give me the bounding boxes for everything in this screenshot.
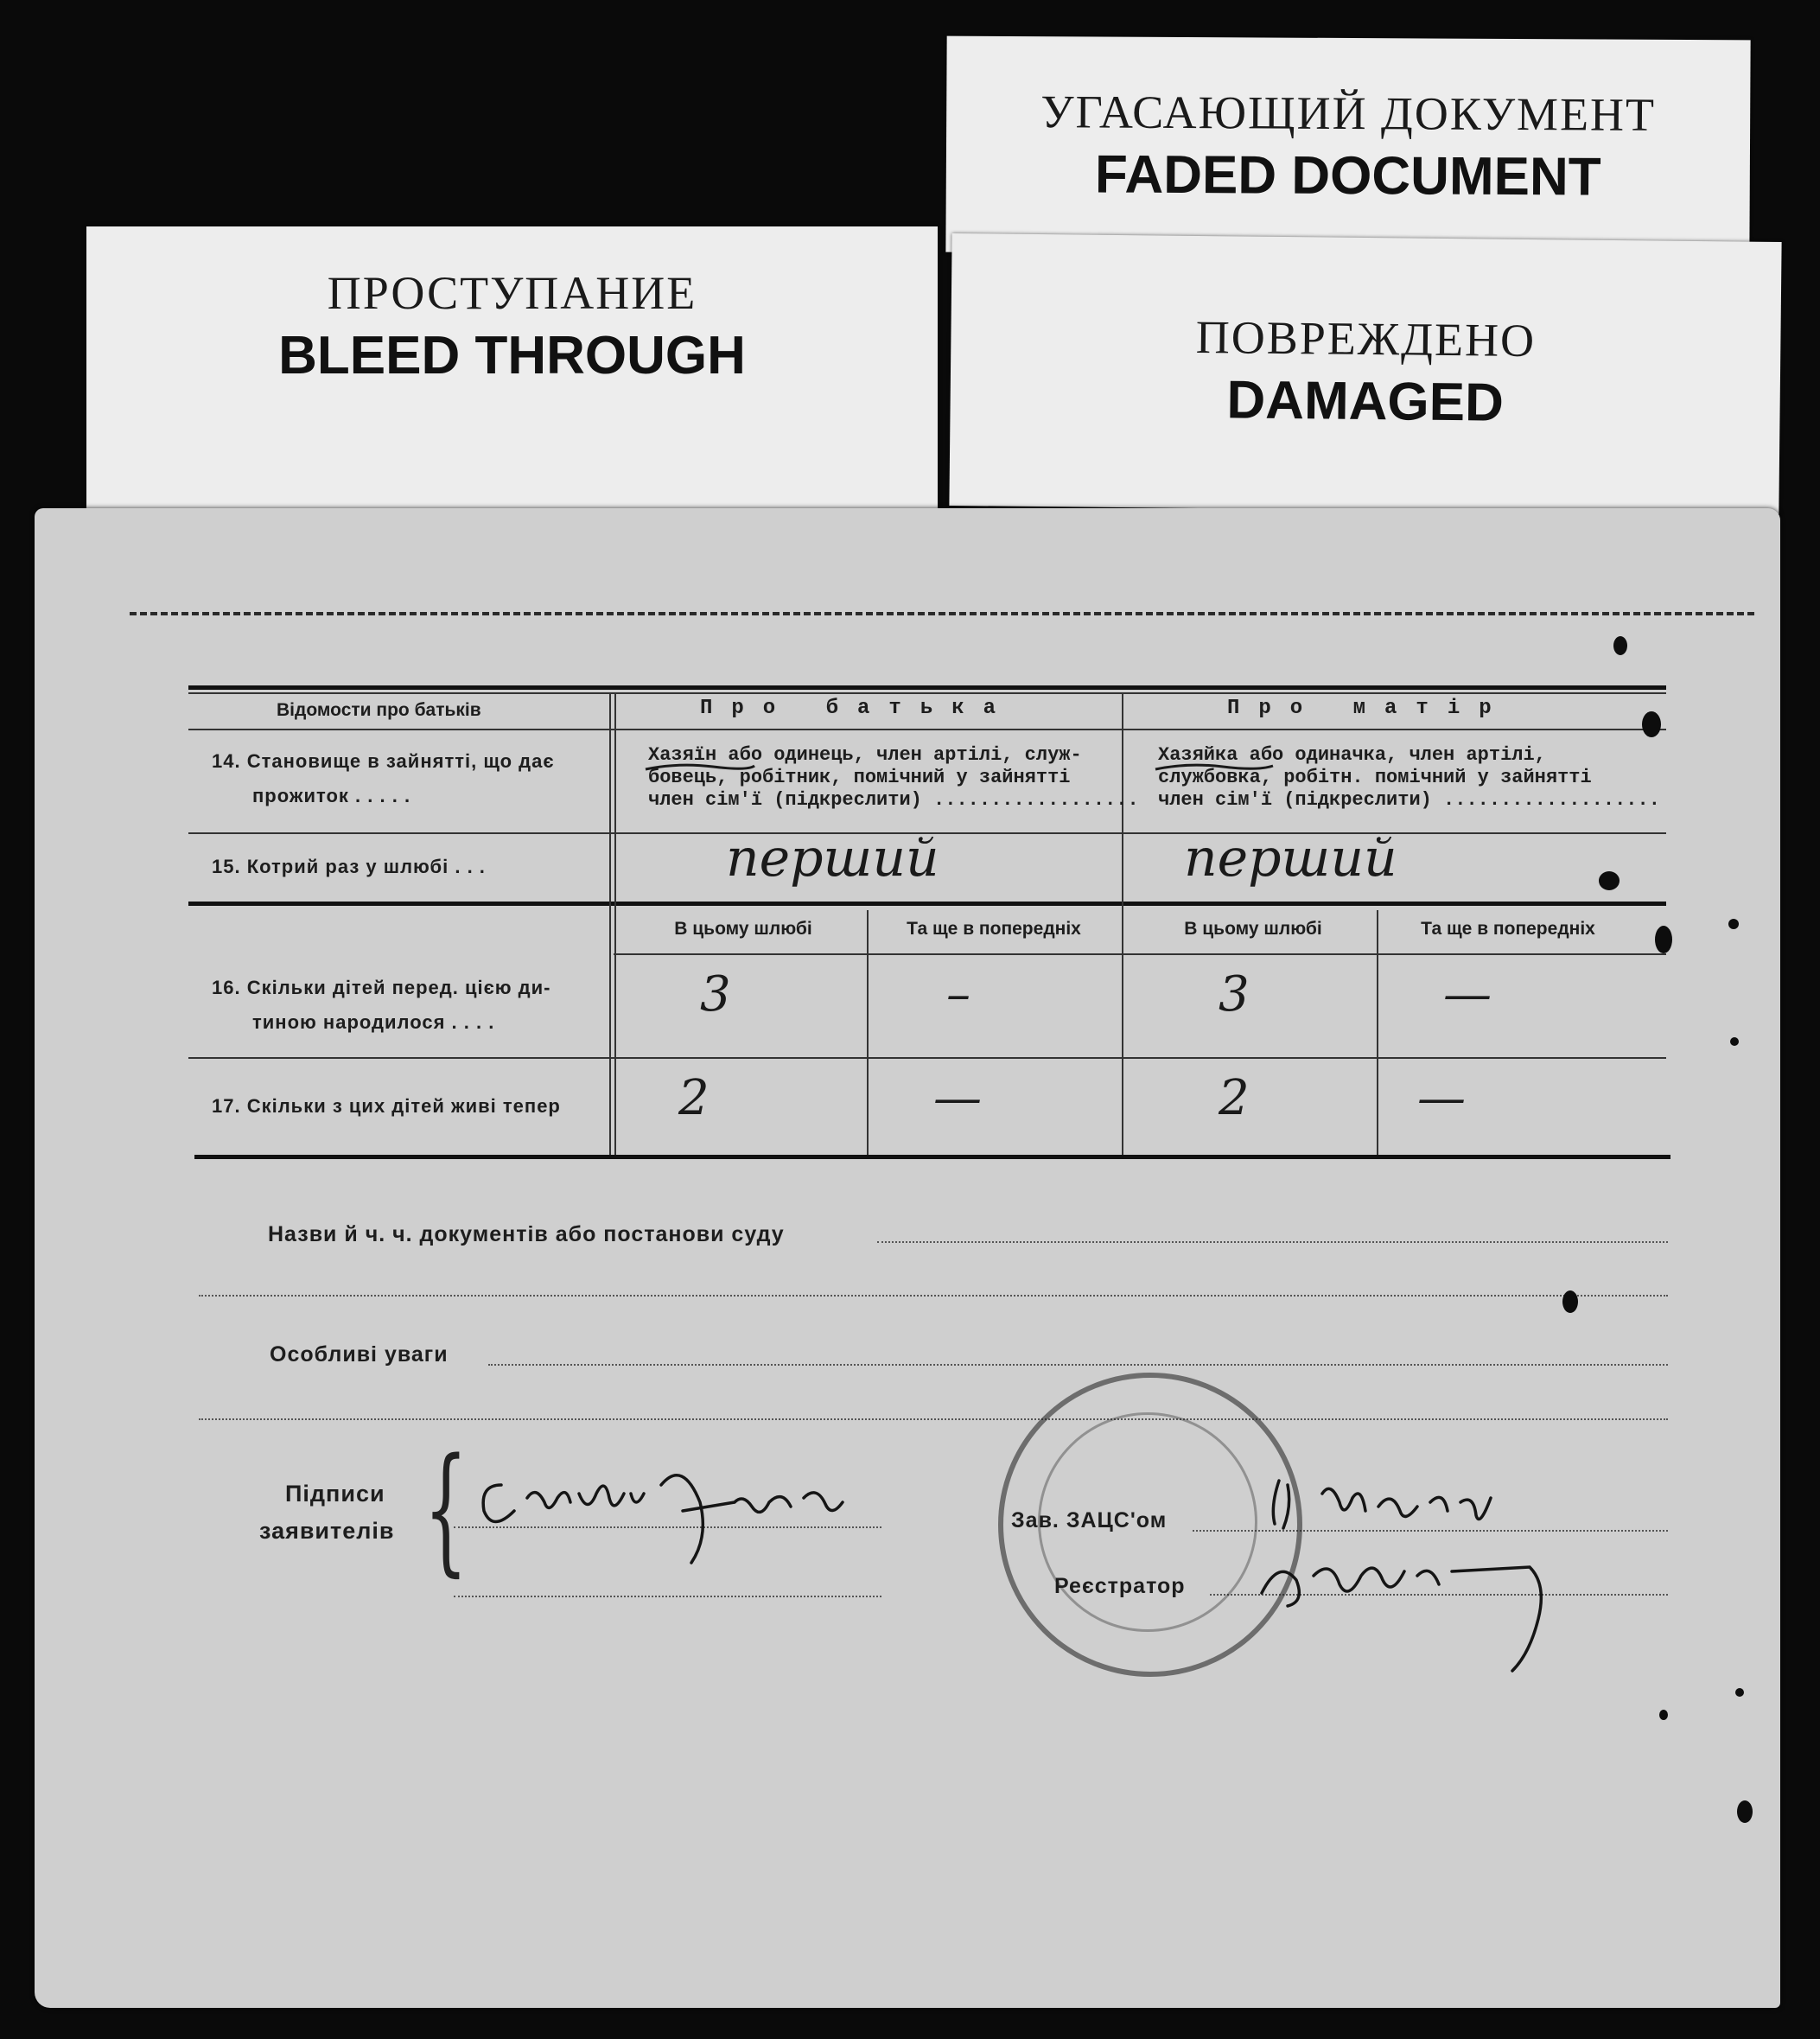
table-bottom-rule (194, 1155, 1670, 1159)
mother-underline-mark (1154, 759, 1275, 776)
row14-mother-line3: член сім'ї (підкреслити) ................... (1158, 789, 1660, 811)
signature-dotline-2 (454, 1596, 881, 1597)
damage-hole (1642, 711, 1661, 737)
damage-hole (1737, 1800, 1753, 1823)
official-stamp-inner-ring (1038, 1412, 1257, 1632)
column-divider-parents (1122, 692, 1123, 1155)
row16-father-prev: – (946, 966, 970, 1023)
damage-hole (1599, 871, 1620, 890)
perforation-line (130, 612, 1754, 615)
row17-mother-prev: — (1417, 1070, 1466, 1126)
damage-hole (1735, 1688, 1744, 1697)
header-bottom-rule (188, 729, 1666, 730)
row14-father-line3: член сім'ї (підкреслити) .................. (648, 789, 1139, 811)
row16-label-line1: 16. Скільки дітей перед. цією ди- (212, 977, 551, 998)
column-divider-father-sub (867, 910, 869, 1155)
remarks-label: Особливі уваги (270, 1342, 449, 1367)
row14-label-line2: прожиток . . . . . (252, 785, 411, 806)
row17-label: 17. Скільки з цих дітей живі тепер (212, 1095, 561, 1117)
documents-label: Назви й ч. ч. документів або постанови суду (268, 1222, 785, 1246)
documents-dotline-1 (877, 1241, 1668, 1243)
applicant-signature (475, 1450, 890, 1589)
column-divider-mother-sub (1377, 910, 1378, 1155)
row15-father-handwritten: перший (726, 828, 939, 889)
row15-label: 15. Котрий раз у шлюбі . . . (212, 856, 486, 877)
row17-mother-this: 2 (1219, 1070, 1250, 1126)
documents-dotline-2 (199, 1295, 1668, 1297)
subheader-mother-previous: Та ще в попередніх (1421, 919, 1595, 939)
row14-mother-line2: службовка, робітн. помічний у зайнятті (1158, 767, 1592, 788)
subheader-bottom-rule (614, 953, 1666, 955)
bleed-through-label-en: BLEED THROUGH (278, 326, 746, 385)
row14-father-line1: Хазяїн або одинець, член артілі, служ- (648, 744, 1082, 766)
father-underline-mark (644, 759, 756, 776)
row16-label-line2: тиною народилося . . . . (252, 1011, 495, 1033)
row17-father-this: 2 (678, 1070, 710, 1126)
signatures-label-line2: заявителів (259, 1518, 395, 1544)
row15-mother-handwritten: перший (1184, 828, 1397, 889)
subheader-father-previous: Та ще в попередніх (907, 919, 1081, 939)
faded-document-label-ru: УГАСАЮЩИЙ ДОКУМЕНТ (1040, 86, 1657, 141)
header-mother: Про матір (1227, 697, 1511, 720)
bleed-through-label-card (86, 226, 938, 520)
row14-father-line2: бовець, робітник, помічний у зайнятті (648, 767, 1071, 788)
damage-hole (1655, 926, 1672, 953)
table-top-rule-inner (188, 692, 1666, 694)
faded-document-label-en: FADED DOCUMENT (1094, 144, 1601, 207)
damage-hole (1730, 1037, 1739, 1046)
damaged-label-en: DAMAGED (1226, 370, 1505, 433)
row15-bottom-rule (188, 902, 1666, 906)
damaged-label-ru: ПОВРЕЖДЕНО (1195, 310, 1537, 367)
table-top-rule (188, 685, 1666, 690)
row16-bottom-rule (188, 1057, 1666, 1059)
row17-father-prev: — (933, 1070, 982, 1126)
head-of-registry-label: Зав. ЗАЦС'ом (1011, 1508, 1168, 1532)
row16-mother-this: 3 (1219, 966, 1250, 1023)
remarks-dotline-2 (199, 1418, 1668, 1420)
row16-mother-prev: — (1443, 966, 1492, 1023)
document-sheet (35, 508, 1780, 2008)
bleed-through-label-ru: ПРОСТУПАНИЕ (327, 267, 697, 319)
row16-father-this: 3 (700, 966, 731, 1023)
damage-hole (1659, 1710, 1668, 1720)
damaged-label-card (949, 233, 1781, 514)
faded-document-label-card (945, 36, 1750, 257)
damage-hole (1728, 919, 1739, 929)
official-signatures (1244, 1463, 1590, 1688)
registrar-label: Реєстратор (1054, 1574, 1186, 1598)
header-father: Про батька (700, 697, 1015, 720)
column-divider-labels (609, 692, 616, 1155)
subheader-mother-this-marriage: В цьому шлюбі (1184, 919, 1322, 939)
subheader-father-this-marriage: В цьому шлюбі (674, 919, 812, 939)
damage-hole (1613, 636, 1627, 655)
signatures-label-line1: Підписи (285, 1481, 385, 1507)
row14-mother-line1: Хазяйка або одиначка, член артілі, (1158, 744, 1546, 766)
remarks-dotline-1 (488, 1364, 1668, 1366)
signatures-brace: { (423, 1428, 468, 1590)
header-parents-info: Відомости про батьків (277, 700, 481, 720)
damage-hole (1562, 1290, 1578, 1313)
row14-label-line1: 14. Становище в зайнятті, що дає (212, 750, 555, 772)
